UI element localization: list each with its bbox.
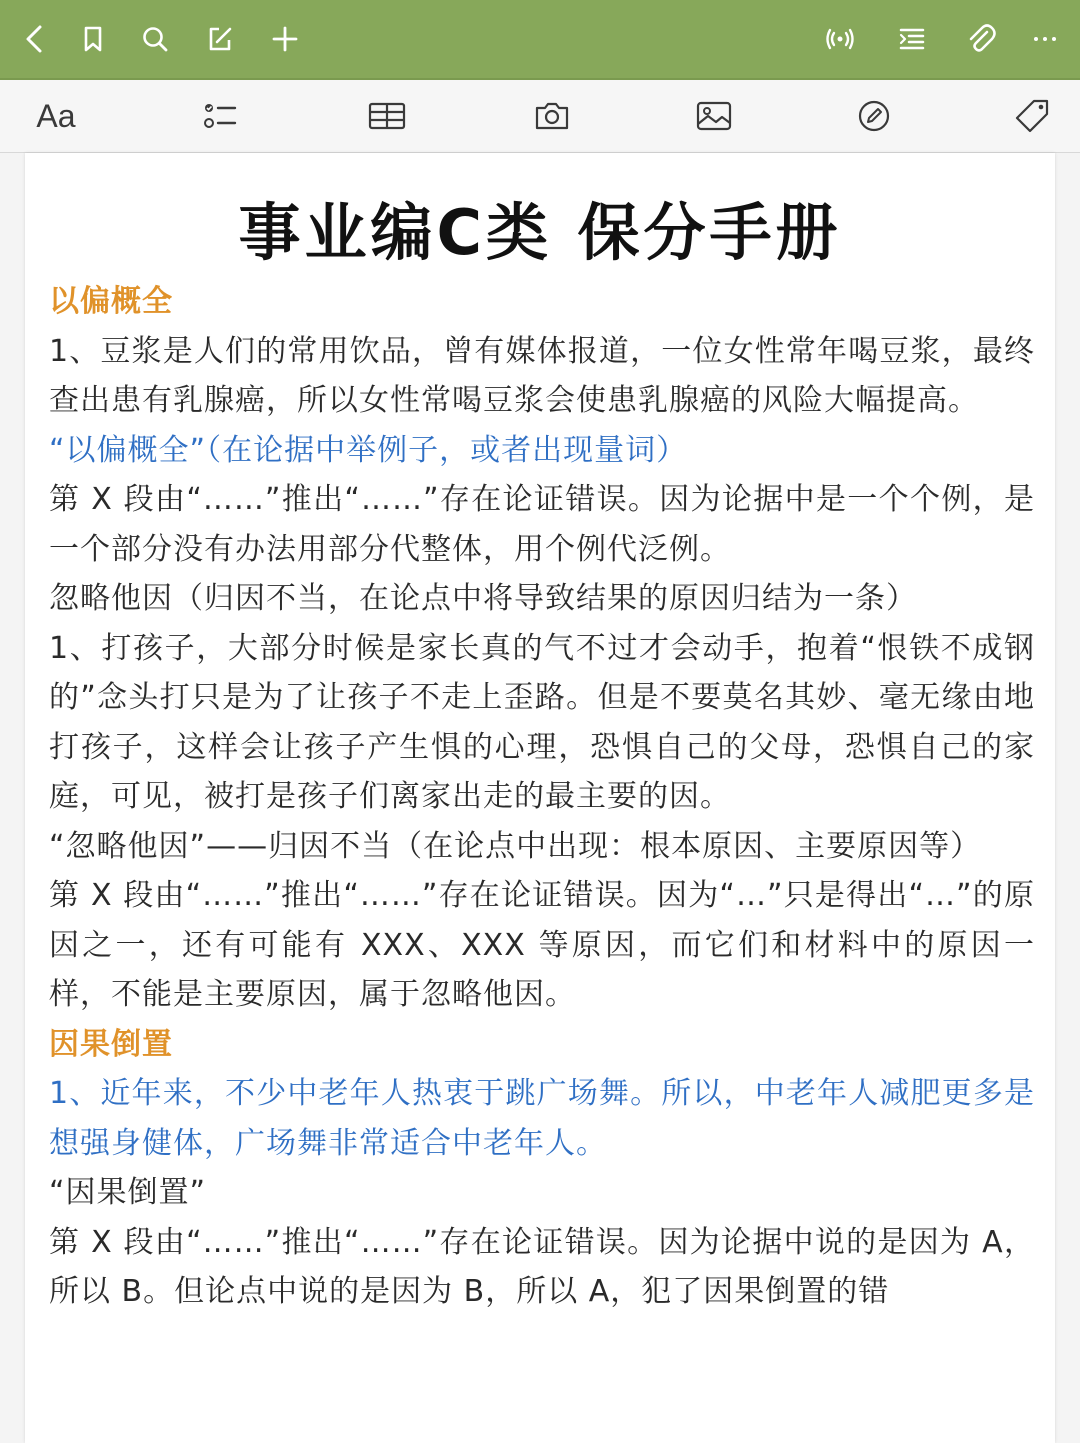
paragraph: 1、豆浆是人们的常用饮品，曾有媒体报道，一位女性常年喝豆浆，最终查出患有乳腺癌，所以女性常喝豆浆会使患乳腺癌的风险大幅提高。 [49, 333, 1035, 418]
paragraph: 1、打孩子，大部分时候是家长真的气不过才会动手，抱着“恨铁不成钢的”念头打只是为了让孩子不走上歪路。但是不要莫名其妙、毫无缘由地打孩子，这样会让孩子产生惧的心理，恐惧自己的父母，恐惧自己的家庭，可见，被打是孩子们离家出走的最主要的因。 [49, 630, 1035, 814]
table-icon[interactable] [365, 92, 409, 140]
paragraph: 第 X 段由“……”推出“……”存在论证错误。因为“…”只是得出“…”的原因之一，还有可能有 XXX、XXX 等原因，而它们和材料中的原因一样，不能是主要原因，属于忽略他因。 [49, 878, 1035, 1012]
attachment-icon[interactable] [955, 14, 1005, 64]
note-title: 事业编C类 保分手册 [238, 196, 842, 269]
font-style-button[interactable] [34, 92, 78, 140]
camera-icon[interactable] [530, 92, 574, 140]
outline-icon[interactable] [887, 14, 937, 64]
section-heading: 以偏概全 [49, 284, 173, 319]
image-icon[interactable] [692, 92, 736, 140]
format-toolbar [0, 80, 1080, 153]
paragraph: 忽略他因（归因不当，在论点中将导致结果的原因归结为一条） [49, 581, 917, 616]
plus-icon[interactable] [260, 14, 310, 64]
checklist-icon[interactable] [198, 92, 242, 140]
highlighted-paragraph: 1、近年来，不少中老年人热衷于跳广场舞。所以，中老年人减肥更多是想强身健体，广场舞非常适合中老年人。 [49, 1076, 1035, 1161]
font-style-label: Aa [36, 97, 76, 134]
top-navigation-bar [0, 0, 1080, 80]
note-body[interactable] [49, 277, 1035, 1317]
paragraph: “因果倒置” [49, 1175, 207, 1210]
note-page[interactable] [25, 153, 1055, 1443]
paragraph: 第 X 段由“……”推出“……”存在论证错误。因为论据中说的是因为 A，所以 B。但论点中说的是因为 B，所以 A，犯了因果倒置的错 [49, 1224, 1035, 1309]
tag-icon[interactable] [1010, 92, 1054, 140]
paragraph: 第 X 段由“……”推出“……”存在论证错误。因为论据中是一个个例，是一个部分没有办法用部分代整体，用个例代泛例。 [49, 482, 1035, 567]
broadcast-icon[interactable] [815, 14, 865, 64]
search-icon[interactable] [130, 14, 180, 64]
more-icon[interactable] [1020, 14, 1070, 64]
back-icon[interactable] [10, 14, 60, 64]
edit-icon[interactable] [195, 14, 245, 64]
section-heading: 因果倒置 [49, 1026, 173, 1062]
paragraph: “忽略他因”——归因不当（在论点中出现：根本原因、主要原因等） [49, 828, 982, 864]
draw-icon[interactable] [852, 92, 896, 140]
highlighted-paragraph: “以偏概全”（在论据中举例子，或者出现量词） [49, 432, 688, 468]
bookmark-icon[interactable] [68, 14, 118, 64]
